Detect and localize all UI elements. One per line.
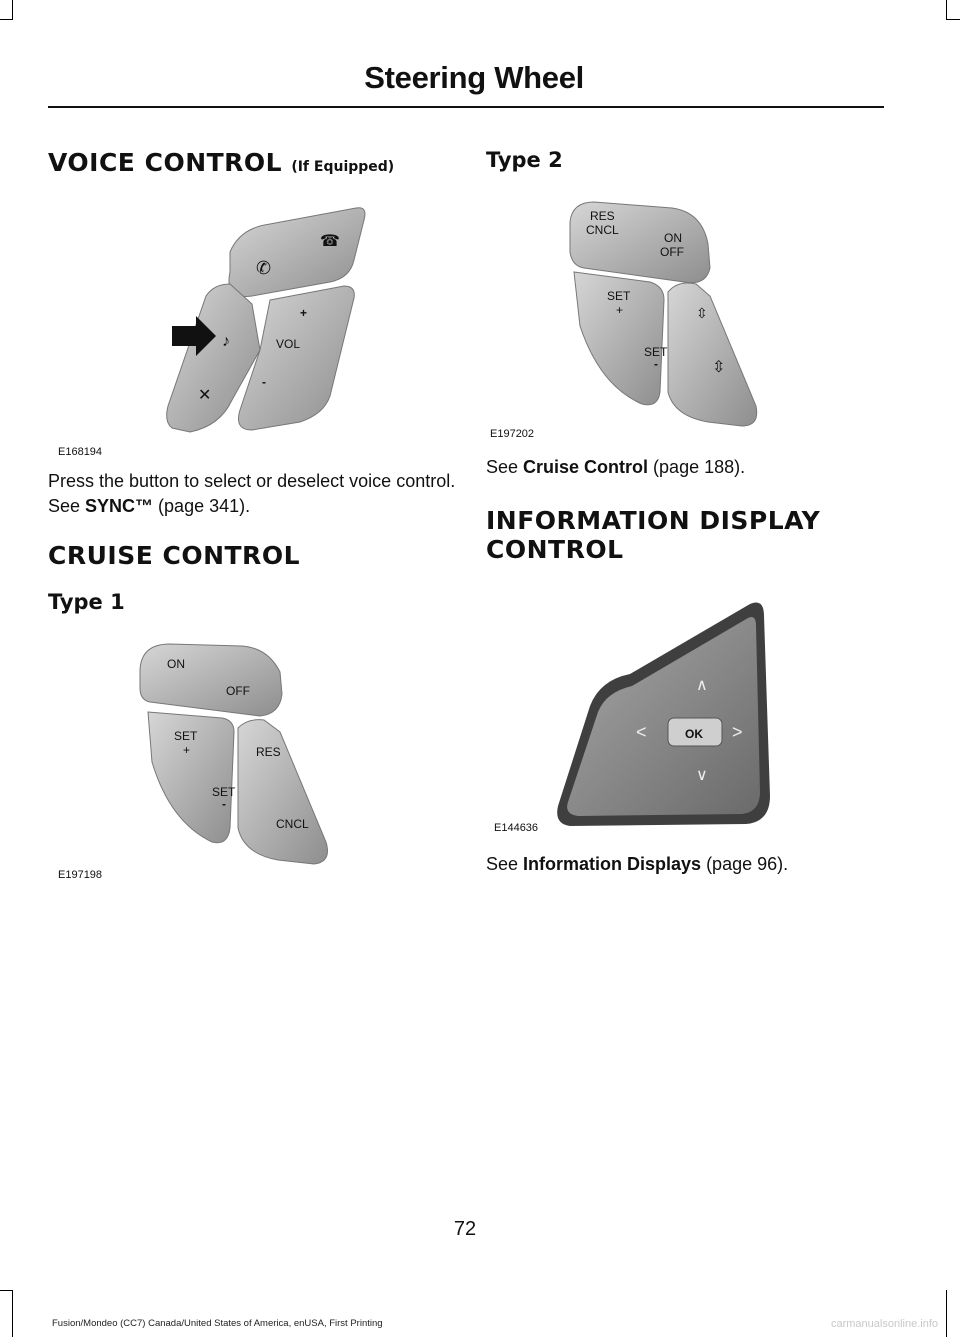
vol-label: VOL (276, 337, 301, 351)
page-title: Steering Wheel (364, 60, 584, 95)
voice-text-pre: Press the button to select or deselect voice control. See (48, 471, 456, 516)
information-displays-link[interactable]: Information Displays (523, 854, 702, 874)
figure-code: E197202 (490, 428, 535, 440)
crop-mark (12, 1290, 13, 1337)
info-ref-pre: See (486, 854, 524, 874)
voice-text-post: (page 341). (153, 496, 251, 516)
figure-code: E168194 (58, 446, 103, 458)
cruise-reference (486, 455, 745, 480)
voice-icon: ♪ (222, 333, 230, 350)
on-label: ON (167, 657, 185, 671)
crop-mark (946, 19, 960, 20)
gap-increase-icon: ⇳ (696, 305, 708, 321)
set-plus-label: SET (174, 729, 198, 743)
voice-top-button (229, 208, 365, 297)
crop-mark (0, 19, 13, 20)
voice-control-title: VOICE CONTROL (48, 148, 283, 177)
set-minus-label: SET (212, 785, 236, 799)
cruise-control-heading: CRUISE CONTROL (48, 541, 300, 570)
voice-control-figure (160, 200, 380, 448)
figure-code: E197198 (58, 869, 103, 881)
set-plus-label: SET (607, 289, 631, 303)
info-ref-post: (page 96). (701, 854, 789, 874)
cruise-type1-figure (130, 632, 340, 872)
cncl-label: CNCL (276, 817, 309, 831)
off-label: OFF (226, 684, 250, 698)
header-divider (48, 106, 884, 108)
crop-mark (0, 1290, 13, 1291)
cncl-label: CNCL (586, 223, 619, 237)
footer-text: Fusion/Mondeo (CC7) Canada/United States of America, enUSA, First Printing (52, 1318, 383, 1329)
info-reference (486, 852, 788, 877)
plus-label: + (183, 743, 191, 757)
cruise-ref-pre: See (486, 457, 524, 477)
type2-heading: Type 2 (486, 148, 563, 172)
res-label: RES (256, 745, 281, 759)
set-minus-label: SET (644, 345, 668, 359)
mute-icon: ✕ (198, 387, 212, 404)
type1-heading: Type 1 (48, 590, 125, 614)
off-label: OFF (660, 245, 684, 259)
up-arrow-icon: ∧ (696, 677, 708, 694)
on-off-button (140, 644, 282, 716)
voice-control-heading (48, 148, 394, 177)
vol-plus-label: + (300, 306, 308, 320)
sync-link[interactable]: SYNC™ (85, 496, 154, 516)
info-display-figure (550, 596, 790, 830)
hang-up-icon: ☎ (320, 233, 340, 250)
voice-control-text (48, 469, 458, 519)
page-number: 72 (453, 1218, 477, 1240)
minus-label: - (222, 797, 226, 811)
crop-mark (946, 0, 947, 20)
phone-icon: ✆ (256, 258, 272, 278)
crop-mark (12, 0, 13, 20)
vol-minus-label: - (262, 375, 266, 389)
gap-button (668, 283, 757, 426)
cruise-type2-figure (560, 196, 770, 432)
plus-label: + (616, 303, 624, 317)
down-arrow-icon: ∨ (696, 767, 708, 784)
ok-label: OK (685, 727, 703, 741)
watermark: carmanualsonline.info (830, 1318, 938, 1330)
gap-decrease-icon: ⇳ (712, 359, 726, 376)
info-display-heading-line2: CONTROL (486, 535, 624, 564)
right-arrow-icon: > (732, 722, 743, 742)
cruise-ref-post: (page 188). (648, 457, 746, 477)
on-label: ON (664, 231, 682, 245)
res-cncl-button (238, 720, 328, 864)
info-display-heading-line1: INFORMATION DISPLAY (486, 506, 821, 535)
minus-label: - (654, 357, 658, 371)
if-equipped-note: (If Equipped) (291, 159, 395, 175)
res-label: RES (590, 209, 615, 223)
left-arrow-icon: < (636, 722, 647, 742)
figure-code: E144636 (494, 822, 539, 834)
cruise-control-link[interactable]: Cruise Control (523, 457, 649, 477)
crop-mark (946, 1290, 947, 1337)
